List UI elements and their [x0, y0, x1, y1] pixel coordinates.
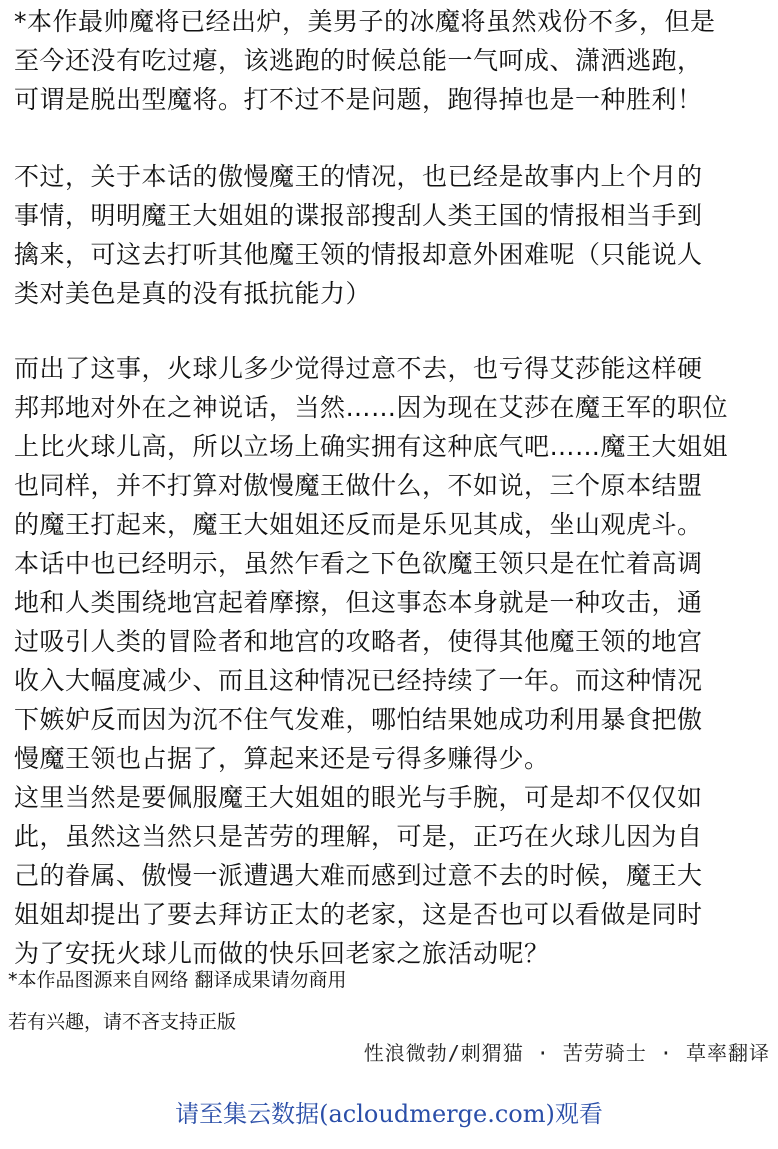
paragraph-2 — [14, 157, 774, 313]
text-line: 本话中也已经明示，虽然乍看之下色欲魔王领只是在忙着高调 — [14, 549, 703, 578]
text-line: 姐姐却提出了要去拜访正太的老家，这是否也可以看做是同时 — [14, 900, 703, 929]
text-line: 可谓是脱出型魔将。打不过不是问题，跑得掉也是一种胜利！ — [14, 85, 703, 114]
text-line: 地和人类围绕地宫起着摩擦，但这事态本身就是一种攻击，通 — [14, 588, 703, 617]
paragraph-1 — [14, 2, 774, 119]
text-line: 这里当然是要佩服魔王大姐姐的眼光与手腕，可是却不仅仅如 — [14, 783, 703, 812]
text-line: 的魔王打起来，魔王大姐姐还反而是乐见其成，坐山观虎斗。 — [14, 510, 703, 539]
text-line: 慢魔王领也占据了，算起来还是亏得多赚得少。 — [14, 744, 550, 773]
source-notice: *本作品图源来自网络 翻译成果请勿商用 — [8, 969, 347, 991]
text-line: 也同样，并不打算对傲慢魔王做什么，不如说，三个原本结盟 — [14, 471, 703, 500]
text-line: 为了安抚火球儿而做的快乐回老家之旅活动呢？ — [14, 939, 550, 968]
text-line: 邦邦地对外在之神说话，当然……因为现在艾莎在魔王军的职位 — [14, 393, 729, 422]
text-line: 至今还没有吃过瘪，该逃跑的时候总能一气呵成、潇洒逃跑， — [14, 46, 703, 75]
site-link-footer[interactable]: 请至集云数据(acloudmerge.com)观看 — [175, 1100, 603, 1128]
text-line: 不过，关于本话的傲慢魔王的情况，也已经是故事内上个月的 — [14, 162, 703, 191]
text-line: 类对美色是真的没有抵抗能力） — [14, 279, 372, 308]
support-notice: 若有兴趣，请不吝支持正版 — [8, 1011, 237, 1033]
translator-credits: 性浪微勃/刺猬猫 · 苦劳骑士 · 草率翻译 — [363, 1041, 770, 1065]
text-line: *本作最帅魔将已经出炉，美男子的冰魔将虽然戏份不多，但是 — [14, 7, 716, 36]
text-line: 己的眷属、傲慢一派遭遇大难而感到过意不去的时候，魔王大 — [14, 861, 703, 890]
text-line: 擒来，可这去打听其他魔王领的情报却意外困难呢（只能说人 — [14, 240, 703, 269]
text-line: 此，虽然这当然只是苦劳的理解，可是，正巧在火球儿因为自 — [14, 822, 703, 851]
text-line: 事情，明明魔王大姐姐的谍报部搜刮人类王国的情报相当手到 — [14, 201, 703, 230]
text-line: 过吸引人类的冒险者和地宫的攻略者，使得其他魔王领的地宫 — [14, 627, 703, 656]
text-line: 下嫉妒反而因为沉不住气发难，哪怕结果她成功利用暴食把傲 — [14, 705, 703, 734]
paragraph-3 — [14, 349, 774, 973]
text-line: 上比火球儿高，所以立场上确实拥有这种底气吧……魔王大姐姐 — [14, 432, 729, 461]
text-line: 而出了这事，火球儿多少觉得过意不去，也亏得艾莎能这样硬 — [14, 354, 703, 383]
text-line: 收入大幅度减少、而且这种情况已经持续了一年。而这种情况 — [14, 666, 703, 695]
